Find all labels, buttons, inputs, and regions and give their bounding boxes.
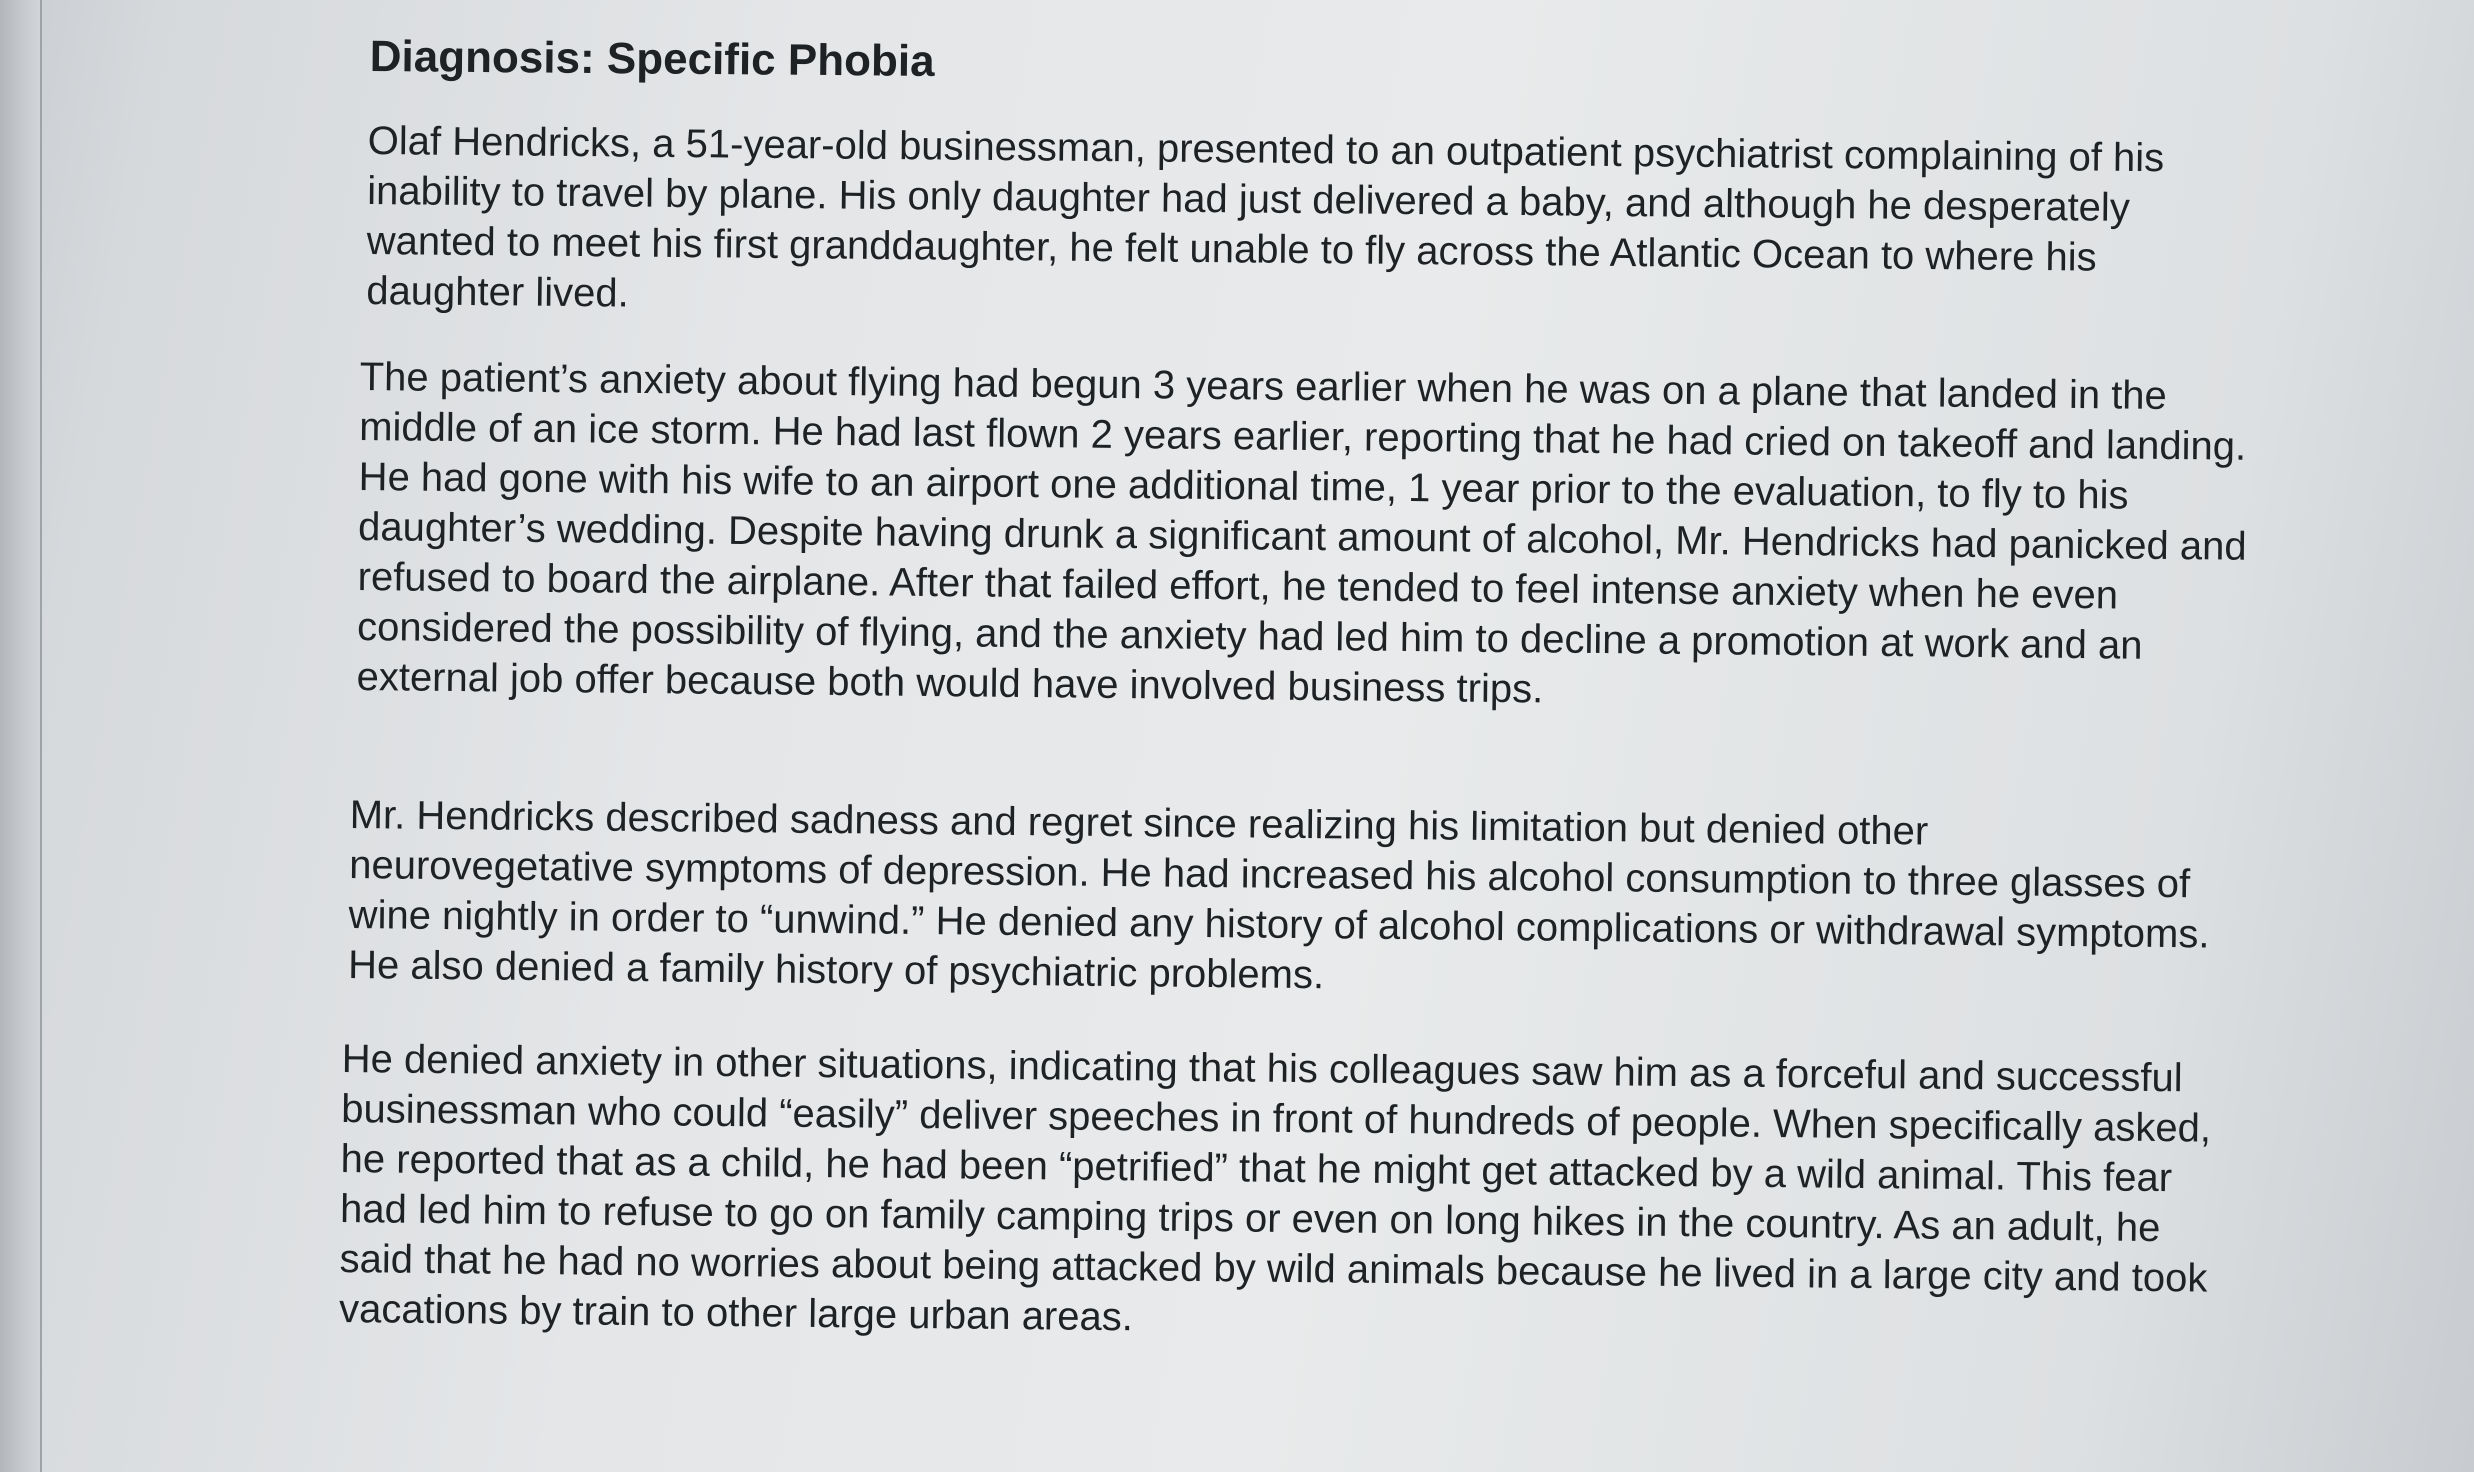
document-heading: Diagnosis: Specific Phobia xyxy=(369,32,935,86)
paragraph-mood-alcohol: Mr. Hendricks described sadness and regret since realizing his limitation but denied other neurovegetative symptoms of depression. He had increased his alcohol consumption to three glasses of wine nightly in order to “unwind.” He denied any history of alcohol complications or withdrawal symptoms. He also denied a family history of psychiatric problems. xyxy=(347,792,2210,998)
document-page xyxy=(330,20,2330,1460)
monitor-bezel xyxy=(0,0,42,1472)
paragraph-presentation: Olaf Hendricks, a 51-year-old businessman, presented to an outpatient psychiatrist complaining of his inability to travel by plane. His only daughter had just delivered a baby, and although he desperately wanted to meet his first granddaughter, he felt unable to fly across the Atlantic Ocean to where his daughter lived. xyxy=(366,118,2165,316)
paragraph-flying-history: The patient’s anxiety about flying had begun 3 years earlier when he was on a plane that landed in the middle of an ice storm. He had last flown 2 years earlier, reporting that he had cried on takeoff and landing. He had gone with his wife to an airport one additional time, 1 year prior to the evaluation, to fly to his daughter’s wedding. Despite having drunk a significant amount of alcohol, Mr. Hendricks had panicked and refused to board the airplane. After that failed effort, he tended to feel intense anxiety when he even considered the possibility of flying, and the anxiety had led him to decline a promotion at work and an external job offer because both would have involved business trips. xyxy=(356,354,2247,712)
paragraph-other-fears: He denied anxiety in other situations, indicating that his colleagues saw him as a forceful and successful businessman who could “easily” deliver speeches in front of hundreds of people. When specifically asked, he reported that as a child, he had been “petrified” that he might get attacked by a wild animal. This fear had led him to refuse to go on family camping trips or even on long hikes in the country. As an adult, he said that he had no worries about being attacked by wild animals because he lived in a large city and took vacations by train to other large urban areas. xyxy=(338,1036,2212,1340)
